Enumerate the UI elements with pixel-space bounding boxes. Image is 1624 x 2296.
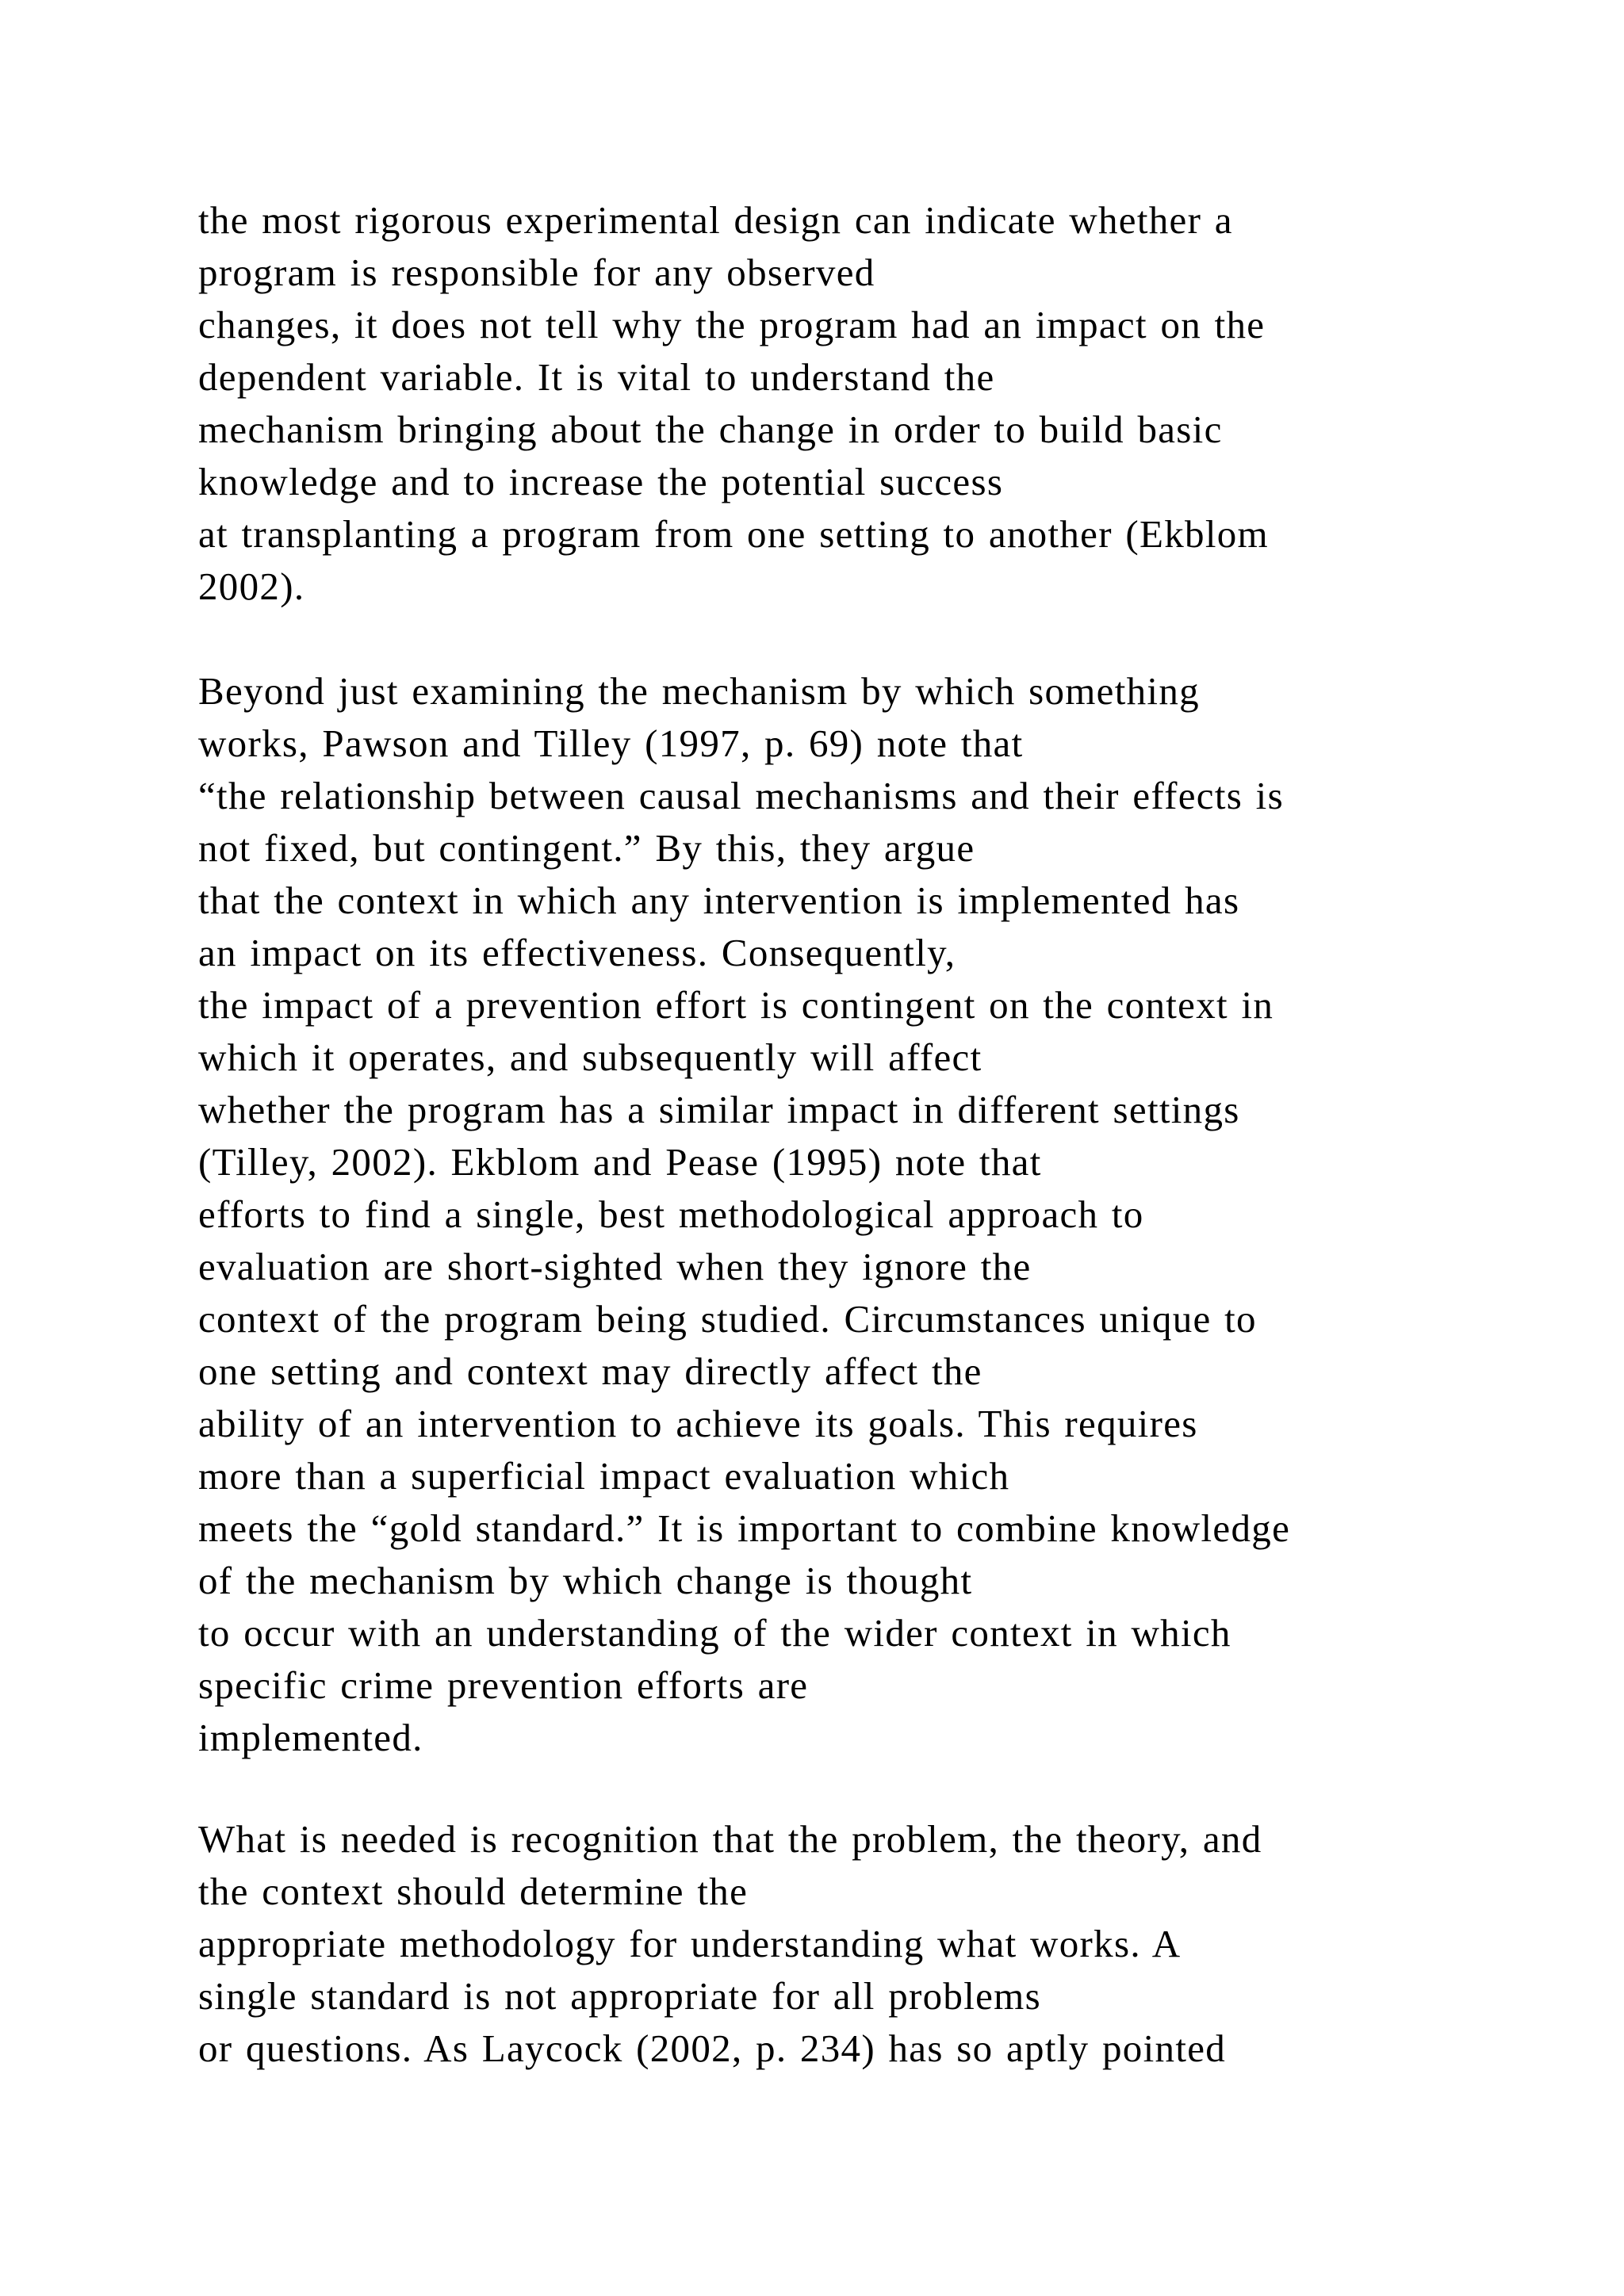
paragraph-2 [198, 665, 1610, 1764]
text-line: of the mechanism by which change is thought [198, 1559, 973, 1602]
text-line: evaluation are short-sighted when they ignore the [198, 1245, 1032, 1288]
text-line: mechanism bringing about the change in order to build basic [198, 408, 1223, 451]
text-line: specific crime prevention efforts are [198, 1663, 809, 1707]
text-line: to occur with an understanding of the wider context in which [198, 1611, 1231, 1655]
text-line: program is responsible for any observed [198, 251, 875, 294]
text-line: What is needed is recognition that the problem, the theory, and [198, 1817, 1262, 1861]
text-line: the context should determine the [198, 1869, 749, 1913]
text-line: works, Pawson and Tilley (1997, p. 69) note that [198, 721, 1024, 765]
text-line: efforts to find a single, best methodological approach to [198, 1192, 1144, 1236]
text-line: one setting and context may directly affect the [198, 1349, 982, 1393]
text-line: the impact of a prevention effort is contingent on the context in [198, 983, 1274, 1027]
text-line: which it operates, and subsequently will affect [198, 1035, 982, 1079]
text-line: an impact on its effectiveness. Consequently, [198, 931, 956, 974]
text-line: context of the program being studied. Circumstances unique to [198, 1297, 1257, 1341]
text-line: knowledge and to increase the potential success [198, 460, 1004, 503]
text-line: dependent variable. It is vital to understand the [198, 355, 995, 399]
text-line: that the context in which any intervention is implemented has [198, 878, 1240, 922]
text-line: implemented. [198, 1716, 423, 1759]
text-line: Beyond just examining the mechanism by which something [198, 669, 1200, 713]
text-line: single standard is not appropriate for all problems [198, 1974, 1041, 2018]
text-line: the most rigorous experimental design can indicate whether a [198, 198, 1233, 242]
text-line: meets the “gold standard.” It is important to combine knowledge [198, 1506, 1291, 1550]
text-line: more than a superficial impact evaluation which [198, 1454, 1010, 1498]
paragraph-3 [198, 1813, 1610, 2075]
paragraph-1 [198, 194, 1610, 613]
text-line: ability of an intervention to achieve its goals. This requires [198, 1402, 1198, 1445]
text-line: not fixed, but contingent.” By this, they argue [198, 826, 975, 870]
text-line: or questions. As Laycock (2002, p. 234) has so aptly pointed [198, 2026, 1227, 2070]
text-line: 2002). [198, 564, 305, 608]
text-line: (Tilley, 2002). Ekblom and Pease (1995) note that [198, 1140, 1042, 1184]
text-line: whether the program has a similar impact in different settings [198, 1088, 1240, 1131]
text-line: appropriate methodology for understanding what works. A [198, 1922, 1182, 1965]
text-line: at transplanting a program from one setting to another (Ekblom [198, 512, 1269, 556]
text-line: “the relationship between causal mechanisms and their effects is [198, 774, 1284, 817]
text-line: changes, it does not tell why the program had an impact on the [198, 303, 1266, 346]
